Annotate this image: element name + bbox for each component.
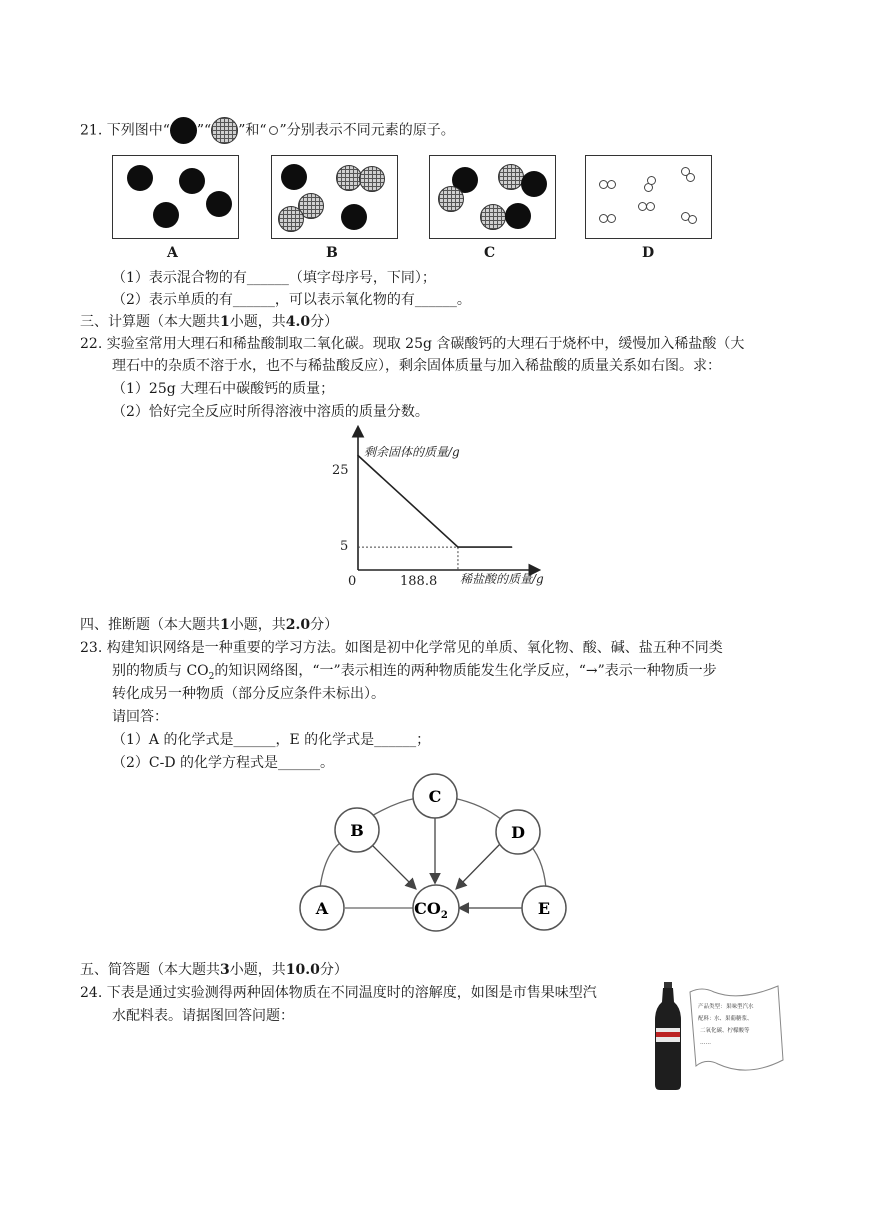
y-tick-5: 5 [340, 539, 349, 554]
q21-stem: 21. 下列图中“ ”“ ”和“ ”分别表示不同元素的原子。 [80, 117, 455, 143]
hatched-atom [359, 166, 385, 192]
small-atom [607, 214, 616, 223]
arc-c-d [453, 798, 502, 820]
svg-text:产品类型：: 产品类型： [698, 1004, 726, 1010]
particle-box-b [271, 155, 398, 239]
black-atom [127, 165, 153, 191]
black-atom-icon [170, 117, 197, 144]
mass-chart [320, 422, 550, 592]
q22-line1: 22. 实验室常用大理石和稀盐酸制取二氧化碳。现取 25g 含碳酸钙的大理石于烧杯中，缓慢加入稀盐酸（大 [80, 336, 745, 352]
q23-sub1: （1）A 的化学式是______，E 的化学式是______； [112, 732, 431, 748]
small-atom [646, 202, 655, 211]
node-e [522, 886, 566, 930]
arc-b-c [370, 798, 417, 817]
black-atom [521, 171, 547, 197]
x-axis-label: 稀盐酸的质量/g [460, 572, 544, 586]
q23-line3: 转化成另一种物质（部分反应条件未标出）。 [112, 686, 385, 702]
svg-text:二氧化碳、柠檬酸等: 二氧化碳、柠檬酸等 [700, 1028, 750, 1034]
black-atom [281, 164, 307, 190]
q24-line1: 24. 下表是通过实验测得两种固体物质在不同温度时的溶解度，如图是市售果味型汽 [80, 985, 597, 1001]
small-atom [686, 173, 695, 182]
small-atom-icon [269, 126, 278, 135]
section-3-heading: 三、计算题（本大题共1小题，共4.0分） [80, 314, 339, 330]
small-atom [607, 180, 616, 189]
data-point [511, 546, 513, 548]
series-line [358, 455, 512, 547]
data-point [457, 546, 459, 548]
particle-box-a [112, 155, 239, 239]
particle-box-c [429, 155, 556, 239]
particle-box-d [585, 155, 712, 239]
q24-line2: 水配料表。请据图回答问题： [112, 1008, 294, 1024]
black-atom [153, 202, 179, 228]
q23-line1: 23. 构建知识网络是一种重要的学习方法。如图是初中化学常见的单质、氧化物、酸、碱、盐五种不同类 [80, 640, 723, 656]
q21-sub2: （2）表示单质的有______，可以表示氧化物的有______。 [112, 292, 471, 308]
box-label-a: A [167, 245, 178, 261]
box-label-c: C [484, 245, 496, 261]
small-atom [688, 215, 697, 224]
section-5-heading: 五、简答题（本大题共3小题，共10.0分） [80, 962, 348, 978]
node-d [496, 810, 540, 854]
black-atom [341, 204, 367, 230]
box-label-d: D [642, 245, 655, 261]
q22-sub2: （2）恰好完全反应时所得溶液中溶质的质量分数。 [112, 404, 429, 420]
y-tick-25: 25 [332, 463, 349, 478]
q22-line2: 理石中的杂质不溶于水，也不与稀盐酸反应），剩余固体质量与加入稀盐酸的质量关系如右图。求： [112, 358, 721, 374]
node-c [413, 774, 457, 818]
y-axis-label: 剩余固体的质量/g [364, 445, 460, 459]
node-co2 [413, 885, 459, 931]
hatched-atom [498, 164, 524, 190]
svg-text:A: A [315, 899, 329, 918]
hatched-atom [278, 206, 304, 232]
small-atom [647, 176, 656, 185]
x-tick-188-8: 188.8 [400, 574, 438, 589]
hatched-atom [438, 186, 464, 212]
bottle-icon [655, 982, 681, 1090]
svg-text:果味型汽水: 果味型汽水 [726, 1004, 754, 1010]
svg-text:配料：: 配料： [698, 1016, 715, 1022]
node-b [335, 808, 379, 852]
svg-text:C: C [428, 787, 442, 806]
arrow-b-co2 [370, 843, 415, 888]
svg-text:B: B [350, 821, 364, 840]
black-atom [206, 191, 232, 217]
soda-bottle-illustration [650, 980, 790, 1095]
q21-sub1: （1）表示混合物的有______（填字母序号，下同）； [112, 270, 436, 286]
q23-sub2: （2）C-D 的化学方程式是______。 [112, 755, 335, 771]
section-4-heading: 四、推断题（本大题共1小题，共2.0分） [80, 617, 339, 633]
svg-text:E: E [537, 899, 551, 918]
svg-text:CO2: $CO_2$ [414, 899, 448, 921]
svg-text:水、果葡糖浆、: 水、果葡糖浆、 [714, 1016, 753, 1022]
arrow-d-co2 [457, 843, 501, 888]
q22-sub1: （1）25g 大理石中碳酸钙的质量； [112, 381, 335, 397]
svg-text:……: …… [700, 1040, 711, 1046]
q23-line2: 别的物质与 $CO_2$的知识网络图，“一”表示相连的两种物质能发生化学反应，“→”表示一种物质一步 [112, 663, 717, 682]
knowledge-network-diagram [290, 770, 580, 940]
q23-line4: 请回答： [112, 709, 168, 725]
black-atom [505, 203, 531, 229]
box-label-b: B [326, 245, 338, 261]
svg-text:D: D [511, 823, 525, 842]
hatched-atom-icon [211, 117, 238, 144]
data-point [357, 455, 359, 457]
origin-label: 0 [348, 574, 357, 589]
arc-a-b [320, 840, 345, 888]
hatched-atom [480, 204, 506, 230]
node-a [300, 886, 344, 930]
black-atom [179, 168, 205, 194]
